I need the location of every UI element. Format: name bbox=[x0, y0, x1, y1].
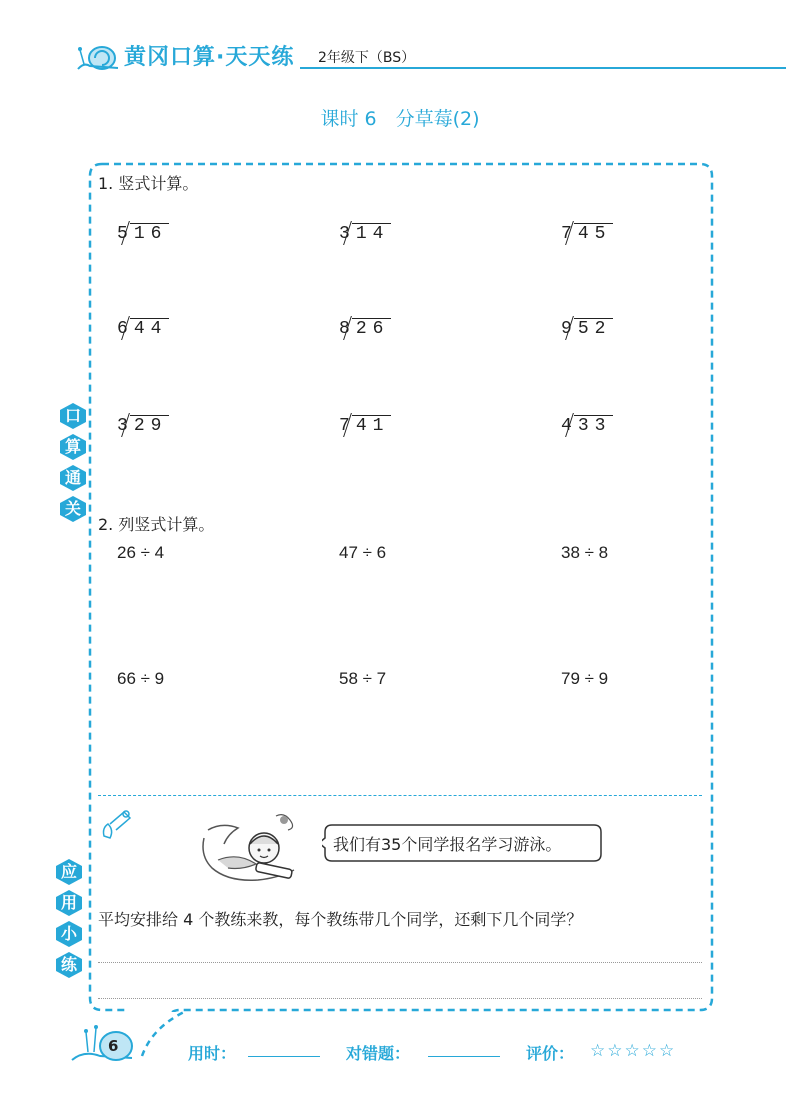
section2-title: 2. 列竖式计算。 bbox=[98, 515, 215, 534]
pencil-icon bbox=[98, 808, 134, 842]
long-division-problem: 3 14 bbox=[339, 224, 390, 244]
side-tag: 应 bbox=[54, 858, 84, 886]
dashed-frame bbox=[88, 162, 714, 1012]
division-expression: 47 ÷ 6 bbox=[339, 543, 387, 562]
division-expression: 38 ÷ 8 bbox=[561, 543, 609, 562]
side-tag: 小 bbox=[54, 920, 84, 948]
side-tag: 练 bbox=[54, 951, 84, 979]
section-divider bbox=[98, 795, 702, 796]
division-expression: 58 ÷ 7 bbox=[339, 669, 387, 688]
long-division-problem: 3 29 bbox=[117, 416, 168, 436]
division-expression: 66 ÷ 9 bbox=[117, 669, 165, 688]
speech-text: 我们有35个同学报名学习游泳。 bbox=[333, 835, 562, 854]
snail-logo-icon bbox=[74, 38, 124, 72]
grade-label: 2年级下（BS） bbox=[318, 50, 416, 66]
brand-title: 黄冈口算·天天练 bbox=[124, 45, 295, 70]
side-tag: 用 bbox=[54, 889, 84, 917]
rating-label: 评价： bbox=[526, 1044, 575, 1063]
time-label: 用时： bbox=[188, 1044, 237, 1063]
long-division-problem: 4 33 bbox=[561, 416, 612, 436]
side-tag: 算 bbox=[58, 433, 88, 461]
long-division-problem: 6 44 bbox=[117, 319, 168, 339]
time-blank bbox=[248, 1056, 320, 1057]
long-division-problem: 7 45 bbox=[561, 224, 612, 244]
lesson-title: 课时 6 分草莓(2) bbox=[320, 108, 480, 130]
swimmer-illustration-icon bbox=[198, 808, 316, 888]
rating-stars: ☆☆☆☆☆ bbox=[590, 1041, 677, 1061]
header-rule bbox=[300, 67, 786, 69]
section1-title: 1. 竖式计算。 bbox=[98, 174, 199, 193]
frame-tail-icon bbox=[140, 1008, 190, 1058]
answer-line bbox=[98, 962, 702, 963]
division-expression: 26 ÷ 4 bbox=[117, 543, 165, 562]
long-division-problem: 5 16 bbox=[117, 224, 168, 244]
side-tag: 口 bbox=[58, 402, 88, 430]
snail-page-icon bbox=[70, 1022, 136, 1064]
side-tag: 通 bbox=[58, 464, 88, 492]
page-number: 6 bbox=[108, 1037, 119, 1055]
errors-label: 对错题： bbox=[346, 1044, 411, 1063]
long-division-problem: 7 41 bbox=[339, 416, 390, 436]
side-tag: 关 bbox=[58, 495, 88, 523]
division-expression: 79 ÷ 9 bbox=[561, 669, 609, 688]
long-division-problem: 9 52 bbox=[561, 319, 612, 339]
errors-blank bbox=[428, 1056, 500, 1057]
word-problem-question: 平均安排给 4 个教练来教，每个教练带几个同学，还剩下几个同学？ bbox=[98, 910, 583, 929]
long-division-problem: 8 26 bbox=[339, 319, 390, 339]
answer-line bbox=[98, 998, 702, 999]
